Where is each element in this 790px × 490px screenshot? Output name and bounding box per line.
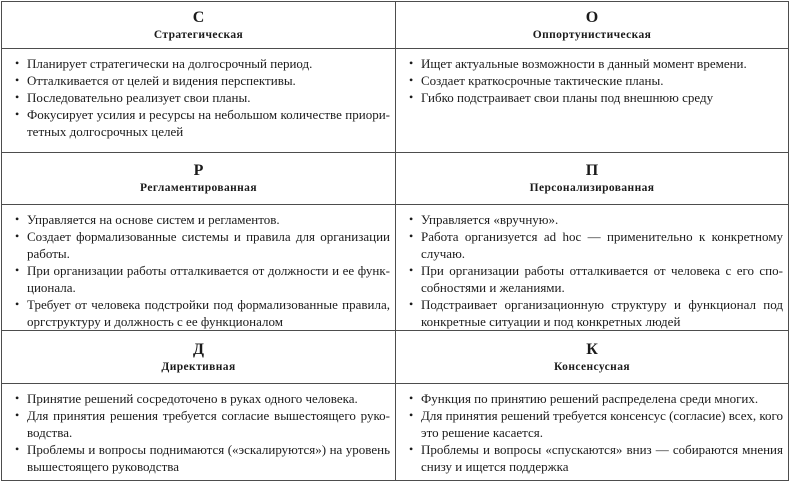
- bullet-item: • Требует от человека подстройки под формализованные правила, оргструктуру и должность с ее функционалом: [14, 296, 390, 330]
- bullet-item: • Отталкивается от целей и видения перспективы.: [14, 72, 390, 89]
- section-letter: Д: [192, 340, 204, 358]
- bullet-item: • Гибко подстраивает свои планы под внешнюю среду: [408, 89, 783, 106]
- bullet-item: • Ищет актуальные возможности в данный момент времени.: [408, 55, 783, 72]
- bullet-item: • Подстраивает организационную структуру и функционал под конкретные ситуации и под конкретных людей: [408, 296, 783, 330]
- section-content-strategic: [2, 48, 395, 152]
- section-header-regulated: [2, 152, 395, 204]
- management-styles-table: [1, 1, 789, 481]
- bullet-list: [408, 55, 783, 106]
- bullet-item: • Для принятия решения требуется согласие вышестоящего руководства.: [14, 407, 390, 441]
- section-letter: Р: [193, 162, 204, 179]
- bullet-item: • Создает формализованные системы и правила для организации работы.: [14, 228, 390, 262]
- section-header-opportunistic: [395, 2, 788, 48]
- bullet-item: • Планирует стратегически на долгосрочный период.: [14, 55, 390, 72]
- section-content-regulated: [2, 204, 395, 330]
- bullet-item: • Последовательно реализует свои планы.: [14, 89, 390, 106]
- section-letter: С: [192, 8, 205, 26]
- section-letter: О: [585, 8, 599, 26]
- section-header-consensus: [395, 330, 788, 383]
- section-header-strategic: [2, 2, 395, 48]
- bullet-item: • Создает краткосрочные тактические планы.: [408, 72, 783, 89]
- section-letter: К: [586, 340, 598, 358]
- section-content-opportunistic: [395, 48, 788, 152]
- bullet-item: • Управляется на основе систем и регламентов.: [14, 211, 390, 228]
- bullet-item: • Проблемы и вопросы поднимаются («эскалируются») на уровень вышестоящего руководства: [14, 441, 390, 475]
- bullet-list: [14, 55, 390, 140]
- bullet-list: [14, 390, 390, 475]
- section-title: Регламентированная: [140, 182, 257, 194]
- bullet-item: • При организации работы отталкивается от должности и ее функционала.: [14, 262, 390, 296]
- section-title: Персонализированная: [529, 182, 655, 194]
- section-content-directive: [2, 383, 395, 480]
- section-title: Директивная: [161, 360, 236, 373]
- section-content-personalized: [395, 204, 788, 330]
- bullet-item: • Работа организуется ad hoc — применительно к конкретному случаю.: [408, 228, 783, 262]
- bullet-item: • Для принятия решений требуется консенсус (согласие) всех, кого это решение касается.: [408, 407, 783, 441]
- section-header-directive: [2, 330, 395, 383]
- section-title: Оппортунистическая: [532, 28, 652, 41]
- bullet-item: • Функция по принятию решений распределена среди многих.: [408, 390, 783, 407]
- bullet-item: • Проблемы и вопросы «спускаются» вниз — собираются мнения снизу и ищется поддержка: [408, 441, 783, 475]
- bullet-item: • Управляется «вручную».: [408, 211, 783, 228]
- bullet-item: • Фокусирует усилия и ресурсы на небольшом количестве приоритетных долгосрочных целей: [14, 106, 390, 140]
- section-letter: П: [585, 162, 599, 179]
- bullet-item: • При организации работы отталкивается от человека с его способностями и желаниями.: [408, 262, 783, 296]
- section-content-consensus: [395, 383, 788, 480]
- bullet-list: [14, 211, 390, 330]
- bullet-list: [408, 211, 783, 330]
- section-header-personalized: [395, 152, 788, 204]
- section-title: Консенсусная: [554, 360, 630, 373]
- bullet-list: [408, 390, 783, 475]
- section-title: Стратегическая: [153, 28, 244, 41]
- bullet-item: • Принятие решений сосредоточено в руках одного человека.: [14, 390, 390, 407]
